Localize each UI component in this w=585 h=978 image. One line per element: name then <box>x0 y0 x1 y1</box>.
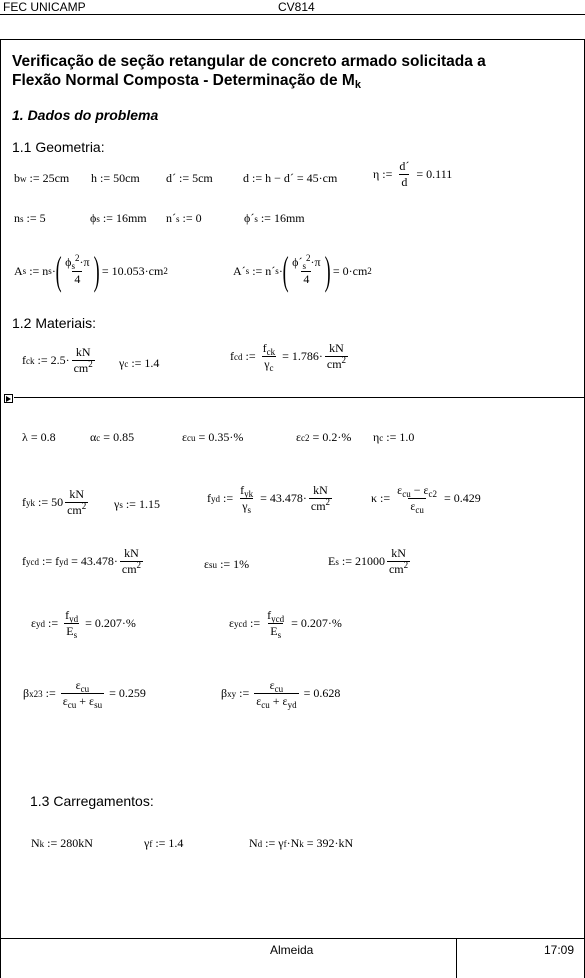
eq-Es: E s := 21000 $\frac{kN}{cm^2}$ <box>328 546 409 577</box>
eq-ecu: ε cu = 0.35·% <box>182 430 244 444</box>
eq-lambda: λ = 0.8 <box>22 430 56 444</box>
eq-fyd: f yd := $\frac{f_{yk}}{\gamma_s}$ = 43.478· $\frac{kN}{cm^2}$ <box>207 483 331 516</box>
page-title-line1: Verificação de seção retangular de concreto armado solicitada a <box>12 53 486 70</box>
eq-eta: η := $\frac{d´}{d}$ = 0.111 <box>373 159 453 190</box>
section-1-3: 1.3 Carregamentos: <box>30 793 154 809</box>
header-center: CV814 <box>278 0 315 14</box>
eq-fck: f ck := 2.5· $\frac{kN}{cm^2}$ <box>22 345 93 376</box>
eq-bw: b w := 25cm <box>14 171 70 185</box>
eq-gc: γ c := 1.4 <box>119 356 160 370</box>
eq-bx23: β x23 := $\frac{\varepsilon_{cu}}{\varepsilon_{cu} + \varepsilon_{su}}$ = 0.259 <box>23 678 146 711</box>
footer-author: Almeida <box>270 943 314 957</box>
eq-fycd: f ycd := f yd = 43.478· $\frac{kN}{cm^2}$ <box>22 546 142 577</box>
eq-As: A s := n s · ( $\frac{\phi_s^2\cdot\pi}{4}$ ) = 10.053·cm 2 <box>14 248 168 293</box>
header-divider <box>0 14 585 15</box>
region-divider <box>14 397 585 398</box>
header-left: FEC UNICAMP <box>3 0 86 14</box>
section-1: 1. Dados do problema <box>12 107 159 123</box>
eq-gs: γ s := 1.15 <box>114 497 160 511</box>
eq-eyd: ε yd := $\frac{f_{yd}}{E_s}$ = 0.207·% <box>31 608 136 641</box>
eq-dl: d´ := 5cm <box>166 171 213 185</box>
footer-separator <box>456 938 457 978</box>
eq-Als: A´ s := n´ s · ( $\frac{\phi´_s^2\cdot\pi}{4}$ ) = 0·cm 2 <box>233 248 372 293</box>
section-1-2: 1.2 Materiais: <box>12 315 97 331</box>
footer-time: 17:09 <box>544 943 575 957</box>
eq-fcd: f cd := $\frac{f_{ck}}{\gamma_c}$ = 1.786· $\frac{kN}{cm^2}$ <box>230 341 347 374</box>
region-collapse-icon[interactable] <box>4 394 13 403</box>
page-title-line2: Flexão Normal Composta - Determinação de $M_k$ <box>12 72 361 91</box>
eq-d: d := h − d´ = 45·cm <box>243 171 338 185</box>
eq-fyk: f yk := 50 $\frac{kN}{cm^2}$ <box>22 487 87 518</box>
eq-h: h := 50cm <box>91 171 140 185</box>
eq-bxy: β xy := $\frac{\varepsilon_{cu}}{\varepsilon_{cu} + \varepsilon_{yd}}$ = 0.628 <box>221 678 341 711</box>
eq-esu: ε su := 1% <box>204 557 250 571</box>
frame-left <box>0 39 1 978</box>
eq-ns: n s := 5 <box>14 211 46 225</box>
eq-kappa: κ := $\frac{\varepsilon_{cu} - \varepsilon_{c2}}{\varepsilon_{cu}}$ = 0.429 <box>371 483 481 516</box>
eq-etac: η c := 1.0 <box>373 430 415 444</box>
eq-phis: ϕ s := 16mm <box>90 211 147 225</box>
footer-divider <box>0 938 585 939</box>
eq-alphac: α c = 0.85 <box>90 430 135 444</box>
eq-gf: γ f := 1.4 <box>144 836 184 850</box>
eq-Nk: N k := 280kN <box>31 836 93 850</box>
eq-nls: n´ s := 0 <box>166 211 202 225</box>
section-1-1: 1.1 Geometria: <box>12 139 105 155</box>
eq-Nd: N d := γ f ·N k = 392·kN <box>249 836 354 850</box>
frame-top <box>0 39 585 40</box>
eq-ec2: ε c2 = 0.2·% <box>296 430 352 444</box>
eq-eycd: ε ycd := $\frac{f_{ycd}}{E_s}$ = 0.207·% <box>229 608 342 641</box>
eq-phils: ϕ´ s := 16mm <box>244 211 305 225</box>
